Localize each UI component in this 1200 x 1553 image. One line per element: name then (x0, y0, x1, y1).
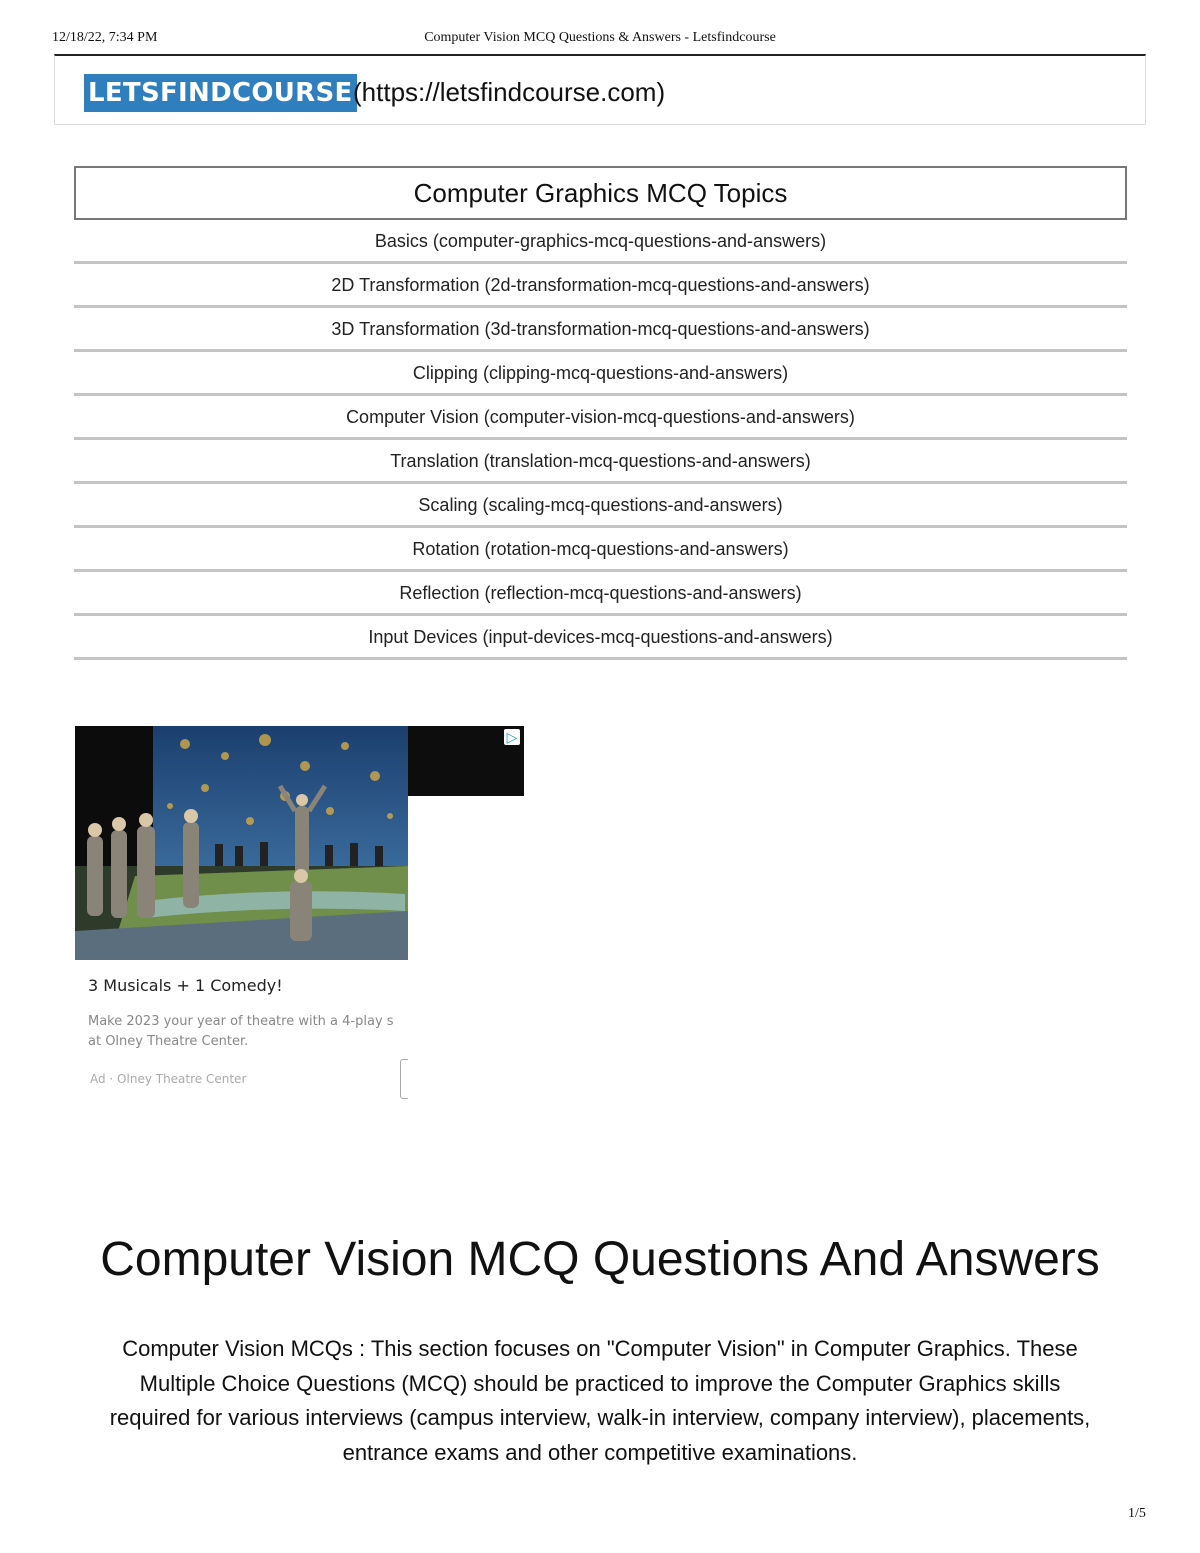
ad-source: Ad · Olney Theatre Center (90, 1072, 247, 1086)
advertisement[interactable] (75, 726, 524, 1106)
ad-theatre-scene (75, 726, 408, 960)
site-header (54, 54, 1146, 125)
print-document-title: Computer Vision MCQ Questions & Answers - Letsfindcourse (424, 30, 776, 45)
topic-link-2d-transformation[interactable]: 2D Transformation (2d-transformation-mcq-questions-and-answers) (74, 264, 1127, 308)
topic-link-basics[interactable]: Basics (computer-graphics-mcq-questions-and-answers) (74, 220, 1127, 264)
page-title: Computer Vision MCQ Questions And Answers (100, 1233, 1100, 1286)
ad-cta-button[interactable] (400, 1059, 408, 1099)
topic-link-computer-vision[interactable]: Computer Vision (computer-vision-mcq-questions-and-answers) (74, 396, 1127, 440)
ad-headline[interactable]: 3 Musicals + 1 Comedy! (88, 976, 283, 995)
topic-link-translation[interactable]: Translation (translation-mcq-questions-and-answers) (74, 440, 1127, 484)
ad-image-strip (408, 726, 524, 796)
topic-link-clipping[interactable]: Clipping (clipping-mcq-questions-and-answers) (74, 352, 1127, 396)
intro-paragraph: Computer Vision MCQs : This section focuses on "Computer Vision" in Computer Graphics. These Multiple Choice Questions (MCQ) should be practiced to improve the Computer Graphics skills required for various interviews (campus interview, walk-in interview, company interview), placements, entrance exams and other competitive examinations. (109, 1336, 1091, 1465)
topic-link-rotation[interactable]: Rotation (rotation-mcq-questions-and-answers) (74, 528, 1127, 572)
ad-image[interactable] (75, 726, 408, 960)
topics-title: Computer Graphics MCQ Topics (74, 166, 1127, 220)
adchoices-icon[interactable]: ▷ (504, 729, 520, 745)
topics-list (74, 220, 1127, 660)
print-datetime: 12/18/22, 7:34 PM (52, 30, 158, 45)
site-url-link[interactable]: (https://letsfindcourse.com) (353, 77, 666, 107)
topic-link-3d-transformation[interactable]: 3D Transformation (3d-transformation-mcq-questions-and-answers) (74, 308, 1127, 352)
page-number: 1/5 (1128, 1506, 1146, 1521)
topic-link-input-devices[interactable]: Input Devices (input-devices-mcq-questions-and-answers) (74, 616, 1127, 660)
topic-link-scaling[interactable]: Scaling (scaling-mcq-questions-and-answers) (74, 484, 1127, 528)
ad-description: Make 2023 your year of theatre with a 4-play s at Olney Theatre Center. (88, 1014, 394, 1049)
topic-link-reflection[interactable]: Reflection (reflection-mcq-questions-and-answers) (74, 572, 1127, 616)
site-logo[interactable]: LETSFINDCOURSE (84, 74, 357, 112)
print-header (52, 30, 1148, 50)
